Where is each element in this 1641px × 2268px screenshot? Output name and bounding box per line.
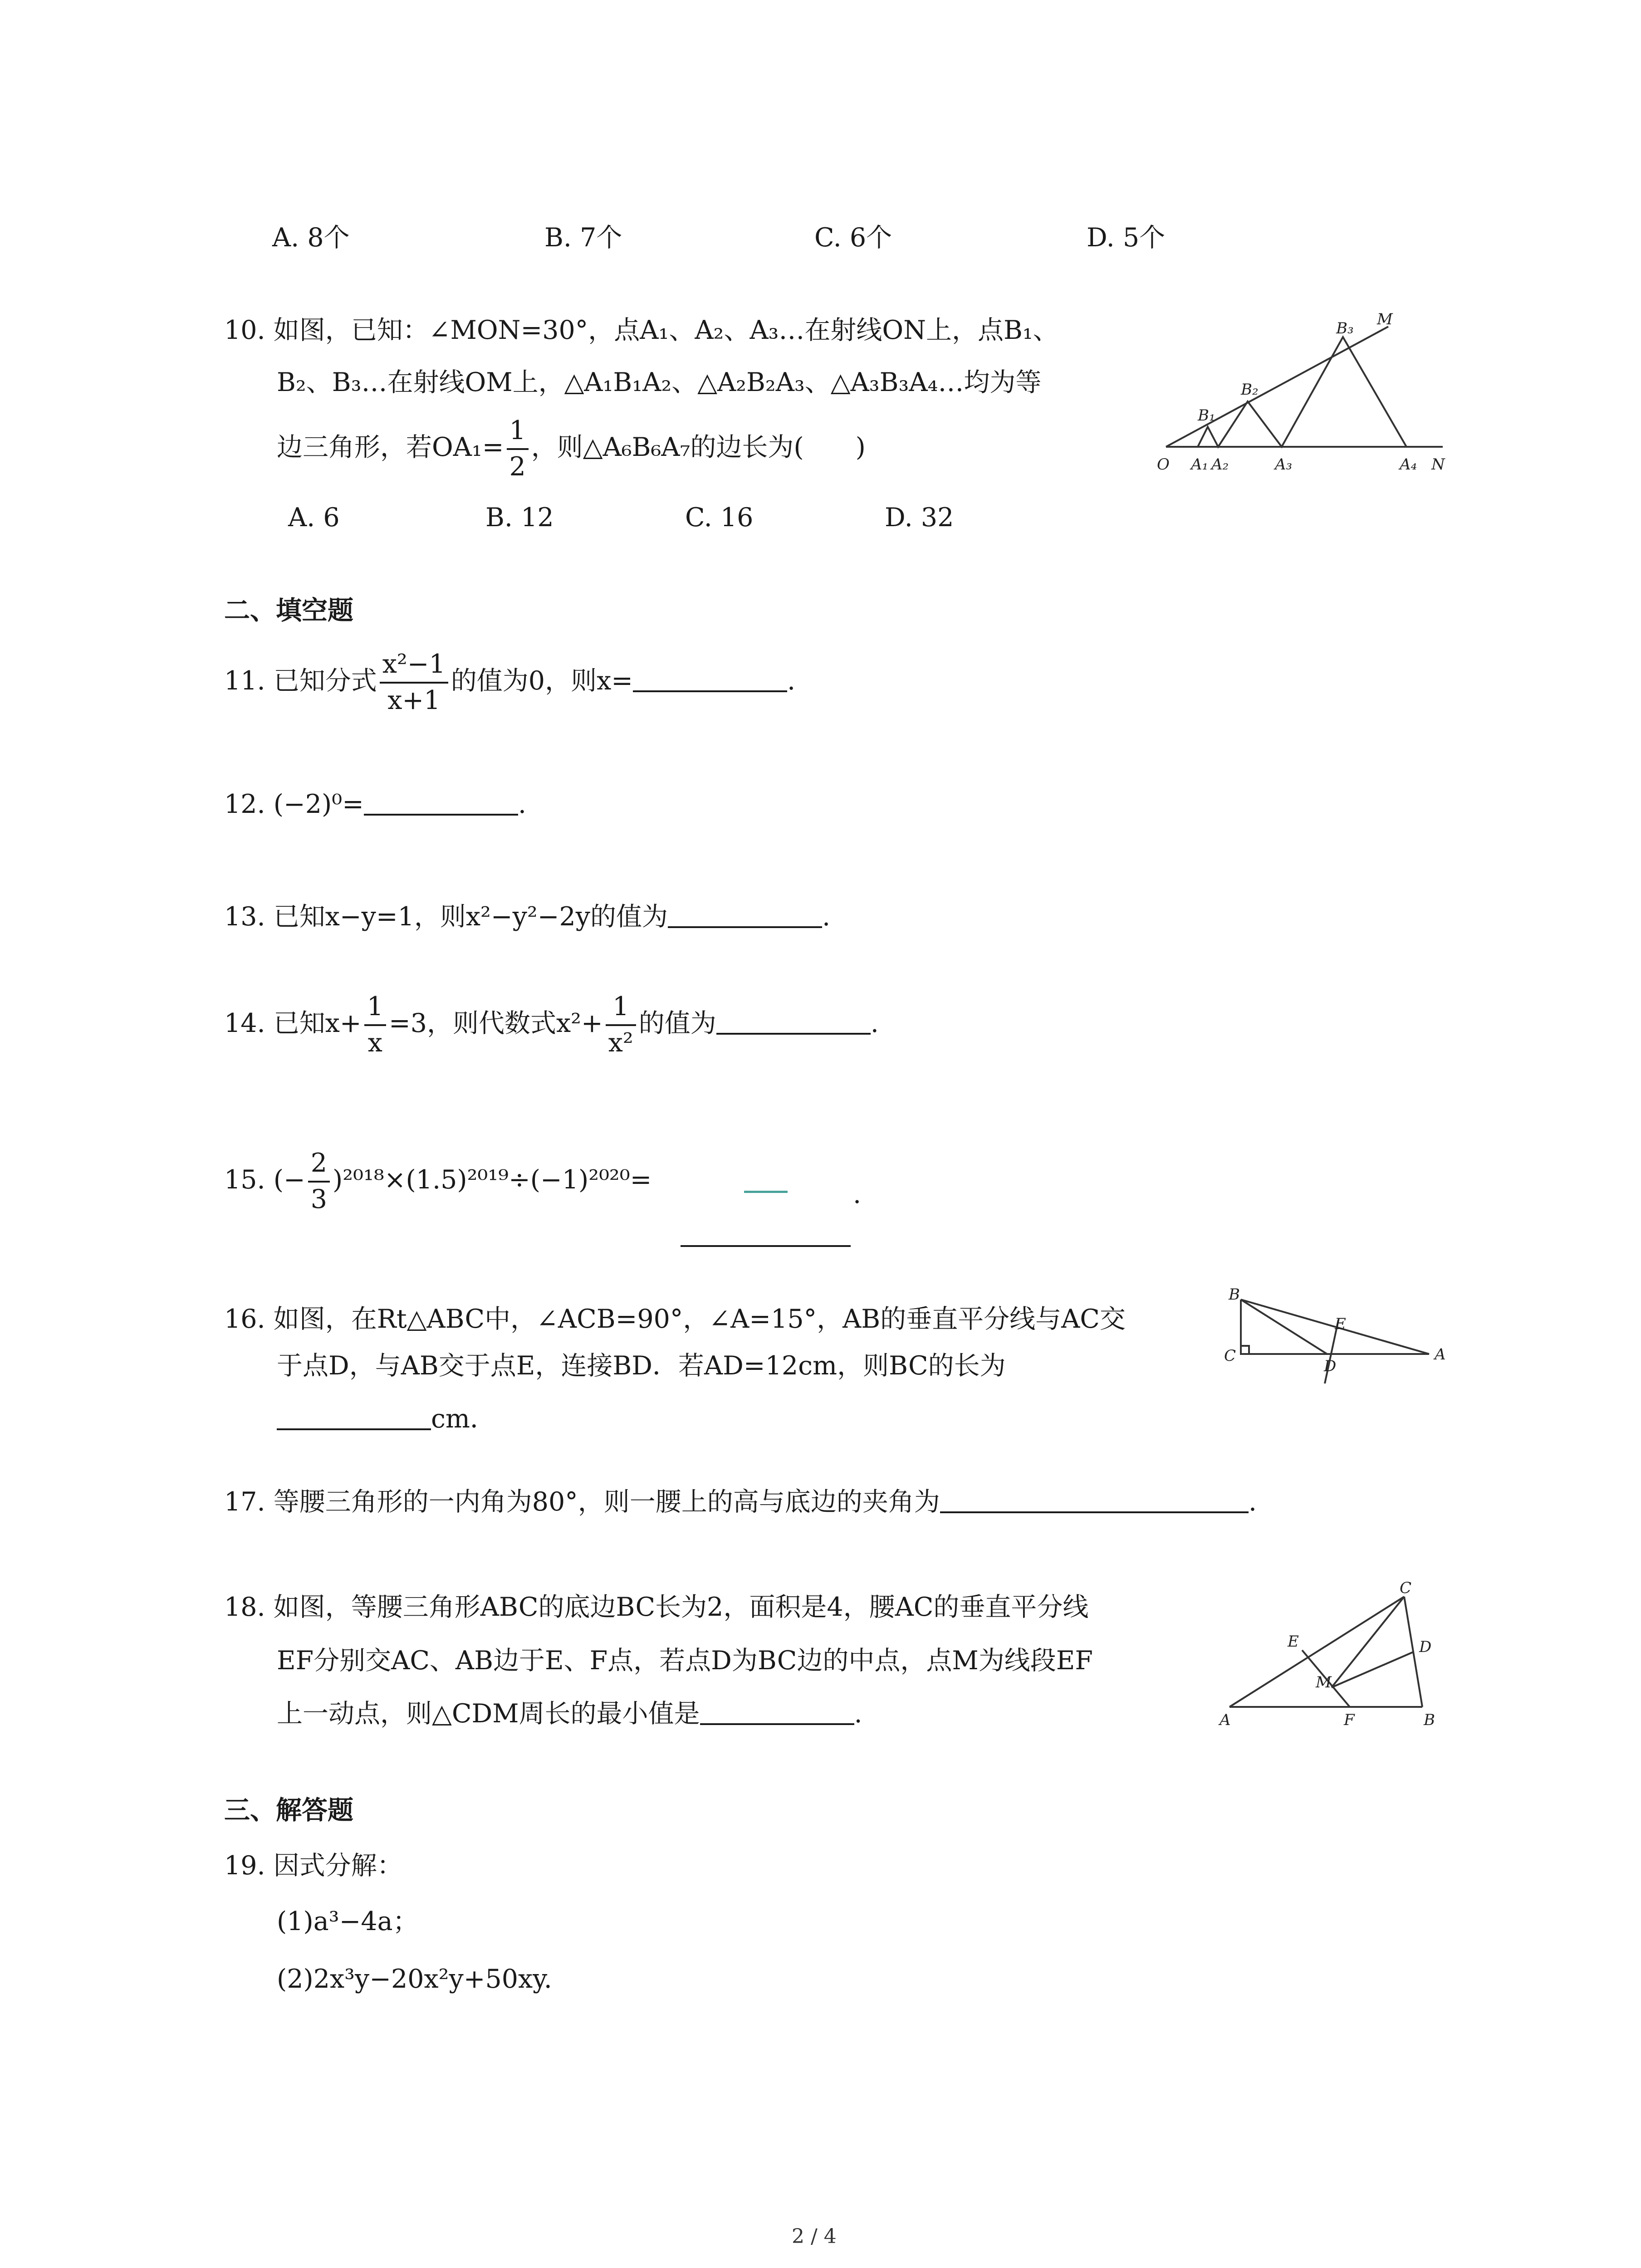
q10-frac-den: 2 [509,451,526,482]
q16-label-b: B [1229,1286,1240,1304]
q14-answer-blank[interactable] [716,1033,871,1035]
q18-text-line2: EF分别交AC、AB边于E、F点，若点D为BC边的中点，点M为线段EF [277,1646,1093,1676]
q14-fraction-2 [606,993,636,1057]
q11-answer-blank[interactable] [633,690,787,692]
q17-answer-blank[interactable] [940,1511,1249,1513]
q17-end: . [1248,1487,1257,1517]
q12 [224,789,527,819]
q16-text-line3: cm． [431,1404,496,1434]
q10-number: 10. [224,315,265,345]
q17-text: 等腰三角形的一内角为80°，则一腰上的高与底边的夹角为 [273,1487,940,1517]
q18-label-e: E [1288,1633,1299,1651]
q19-part2: (2)2x³y−20x²y+50xy. [277,1964,552,1994]
q18-label-m: M [1316,1673,1332,1691]
q14-number: 14. [224,1008,265,1038]
q11 [224,651,795,714]
q16-text-line1: 如图，在Rt△ABC中，∠ACB=90°，∠A=15°，AB的垂直平分线与AC交 [273,1304,1126,1334]
q10-line3 [277,417,866,481]
q10-text-line3-pre: 边三角形，若OA₁= [277,432,504,462]
q13-end: . [822,902,831,932]
q14 [224,993,879,1057]
q19-title: 因式分解： [273,1851,403,1881]
q14-frac1-num: 1 [364,993,386,1026]
q10-frac-num: 1 [507,417,529,450]
q10-text-line2: B₂、B₃…在射线OM上，△A₁B₁A₂、△A₂B₂A₃、△A₃B₃A₄…均为等 [277,367,1042,397]
q18-number: 18. [224,1592,265,1622]
q10-option-a: A. 6 [288,503,340,533]
q10-label-b2: B₂ [1241,381,1259,399]
q16-number: 16. [224,1304,265,1334]
q16-line1 [224,1306,1126,1332]
q9-option-d: D. 5个 [1087,223,1166,253]
q15-frac-den: 3 [310,1184,328,1214]
q12-number: 12. [224,789,265,819]
q14-pre: 已知x+ [273,1008,362,1038]
q10-label-a2: A₂ [1211,455,1229,474]
q18-text-line1: 如图，等腰三角形ABC的底边BC长为2，面积是4，腰AC的垂直平分线 [273,1592,1089,1622]
section-heading-fill-in: 二、填空题 [224,596,353,626]
q10-text-line1: 如图，已知：∠MON=30°，点A₁、A₂、A₃…在射线ON上，点B₁、 [273,315,1059,345]
q10-label-b1: B₁ [1198,406,1215,425]
q19-part1: (1)a³−4a； [277,1906,419,1936]
q18-line3 [277,1701,862,1727]
q15-frac-num: 2 [308,1150,330,1183]
q15-number: 15. [224,1164,265,1195]
q11-number: 11. [224,665,265,696]
q15-end: . [853,1179,862,1209]
q10-label-a4: A₄ [1400,455,1417,474]
q10-label-a3: A₃ [1275,455,1293,474]
q10-label-b3: B₃ [1336,319,1354,337]
q18-label-c: C [1400,1579,1412,1597]
q18-label-f: F [1344,1711,1355,1728]
q15-pre: (− [273,1164,305,1195]
q18-label-a: A [1220,1711,1231,1728]
q17 [224,1489,1257,1515]
q16-label-d: D [1324,1357,1337,1375]
q18-answer-blank[interactable] [700,1723,854,1725]
q13-number: 13. [224,902,265,932]
q9-option-b: B. 7个 [544,223,622,253]
q10-line1 [224,315,1059,345]
q14-frac2-num: 1 [606,993,636,1026]
q14-end: . [870,1008,879,1038]
q11-frac-den: x+1 [387,685,441,715]
q14-mid: =3，则代数式x²+ [388,1008,603,1038]
q15-post: )²⁰¹⁸×(1.5)²⁰¹⁹÷(−1)²⁰²⁰= [333,1164,652,1195]
q16-label-a: A [1435,1345,1446,1364]
q9-option-c: C. 6个 [814,223,892,253]
q10-label-n: N [1431,455,1445,474]
q14-fraction-1 [364,993,386,1057]
q18-label-b: B [1424,1711,1435,1728]
q15-teal-mark [744,1191,788,1193]
q14-frac1-den: x [367,1027,382,1058]
page-number: 2 / 4 [792,2225,837,2248]
q10-option-d: D. 32 [885,503,954,533]
q18-line1 [224,1594,1088,1620]
q10-label-m: M [1377,310,1393,328]
q13 [224,904,830,930]
q11-post: 的值为0，则x= [451,665,633,696]
q10-option-b: B. 12 [485,503,554,533]
q16-label-e: E [1335,1315,1346,1333]
q10-label-a1: A₁ [1191,455,1209,474]
q12-answer-blank[interactable] [364,814,518,816]
q11-end: . [787,665,796,696]
q15 [224,1150,652,1213]
q18-text-line3: 上一动点，则△CDM周长的最小值是 [277,1699,700,1729]
q11-fraction [380,651,448,714]
q16-answer-blank[interactable] [277,1428,431,1430]
q15-fraction [308,1150,330,1213]
q10-fraction [507,417,529,481]
q16-figure [1216,1286,1452,1390]
q19-number: 19. [224,1851,265,1881]
q10-label-o: O [1157,455,1170,474]
q14-frac2-den: x² [608,1027,633,1058]
q11-pre: 已知分式 [273,665,377,696]
section-heading-solutions: 三、解答题 [224,1795,353,1825]
q13-text: 已知x−y=1，则x²−y²−2y的值为 [273,902,668,932]
q15-answer-blank[interactable] [681,1245,851,1247]
q17-number: 17. [224,1487,265,1517]
q10-option-c: C. 16 [685,503,754,533]
q12-end: . [518,789,527,819]
q16-label-c: C [1224,1347,1236,1365]
q9-option-a: A. 8个 [272,223,350,253]
q12-text: (−2)⁰= [273,789,364,819]
q11-frac-num: x²−1 [380,651,448,684]
q18-end: . [854,1699,862,1729]
q13-answer-blank[interactable] [668,926,822,928]
q18-figure [1207,1579,1461,1728]
q19 [224,1853,403,1879]
q14-post: 的值为 [638,1008,716,1038]
q10-text-line3-post: ，则△A₆B₆A₇的边长为( ) [531,432,866,462]
q18-label-d: D [1419,1638,1432,1656]
q10-figure [1152,302,1461,479]
q16-line3 [277,1406,496,1432]
q16-text-line2: 于点D，与AB交于点E，连接BD．若AD=12cm，则BC的长为 [277,1351,1006,1381]
